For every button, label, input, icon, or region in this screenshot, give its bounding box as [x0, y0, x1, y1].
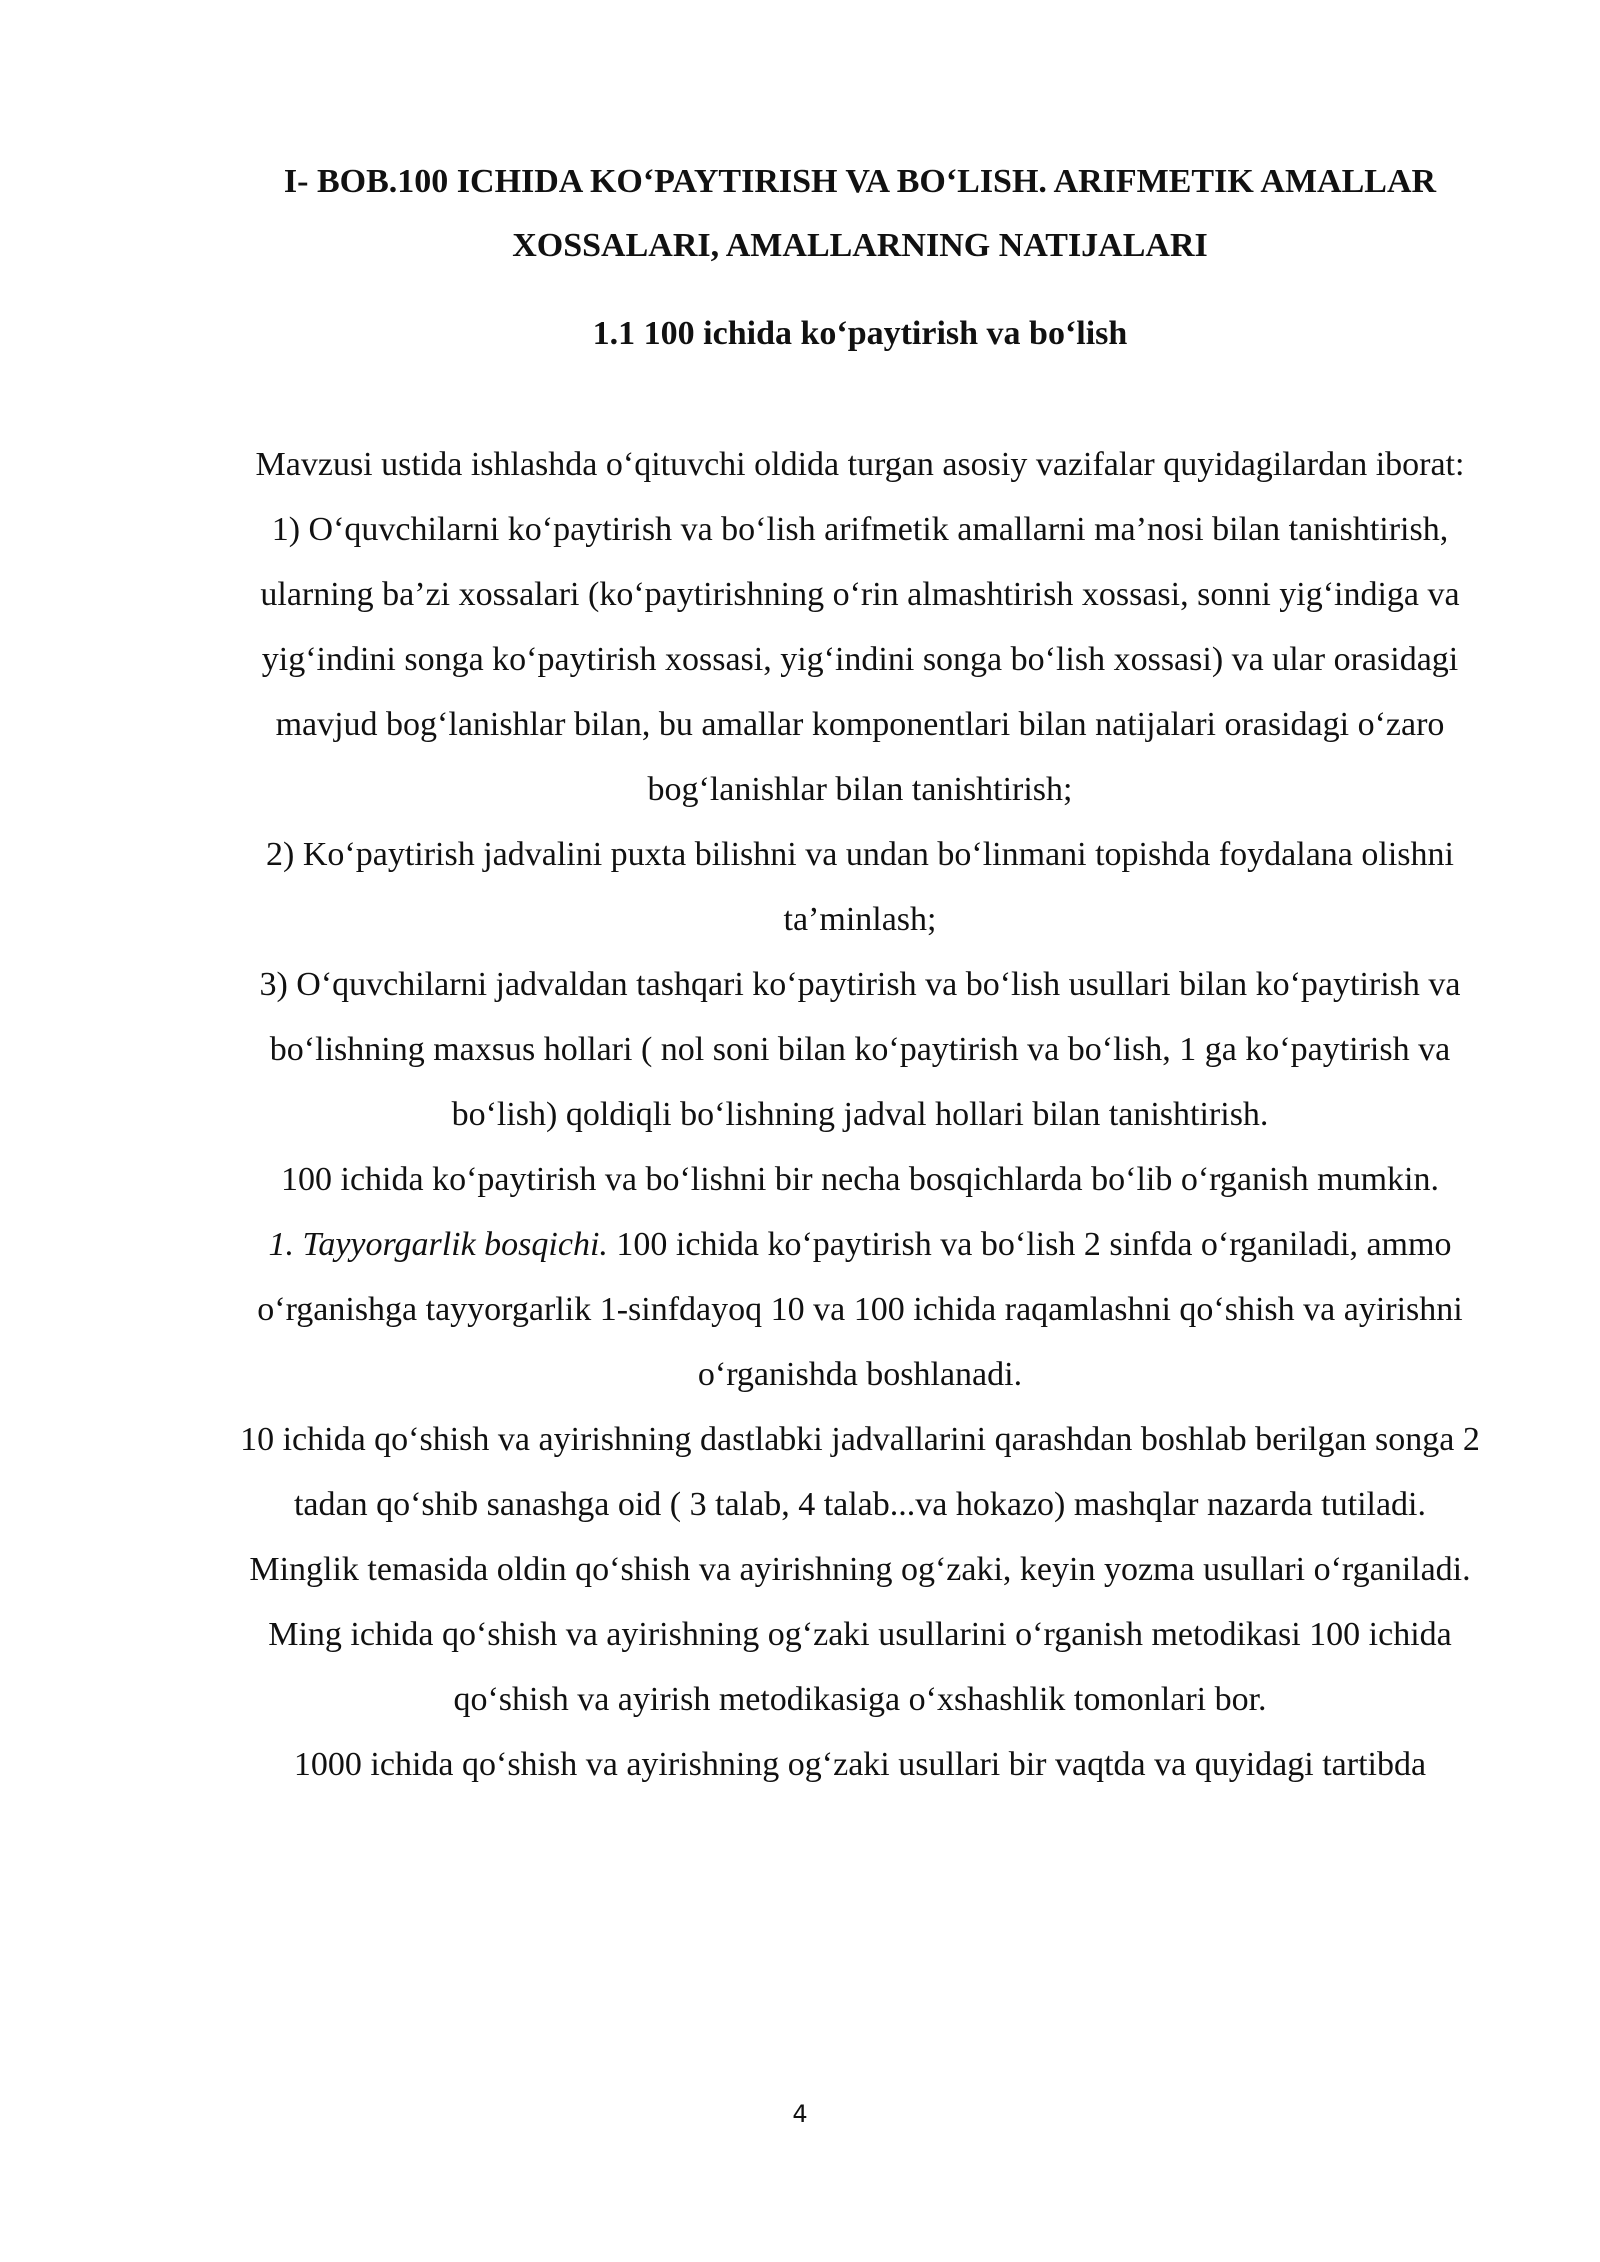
- paragraph-thousand-topic: Minglik temasida oldin qo‘shish va ayirishning og‘zaki, keyin yozma usullari o‘rganiladi.: [249, 1551, 1471, 1588]
- paragraph-preparation-stage: [226, 1212, 1494, 1407]
- paragraph-methodology: Ming ichida qo‘shish va ayirishning og‘zaki usullarini o‘rganish metodikasi 100 ichida qo‘shish va ayirish metodikasiga o‘xshashlik tomonlari bor.: [268, 1616, 1452, 1718]
- paragraph-counting-exercises: 10 ichida qo‘shish va ayirishning dastlabki jadvallarini qarashdan boshlab berilgan songa 2 tadan qo‘shib sanashga oid ( 3 talab, 4 talab...va hokazo) mashqlar nazarda tutiladi.: [240, 1421, 1480, 1523]
- paragraph-stages: 100 ichida ko‘paytirish va bo‘lishni bir necha bosqichlarda bo‘lib o‘rganish mumkin.: [281, 1161, 1439, 1198]
- section-title: 1.1 100 ichida ko‘paytirish va bo‘lish: [592, 315, 1128, 352]
- stage-text: 100 ichida ko‘paytirish va bo‘lish 2 sinfda o‘rganiladi, ammo o‘rganishga tayyorgarlik 1-sinfdayoq 10 va 100 ichida raqamlashni qo‘shish va ayirishni o‘rganishda boshlanadi.: [257, 1226, 1463, 1393]
- stage-label: 1. Tayyorgarlik bosqichi.: [268, 1226, 608, 1263]
- paragraph-task-2: 2) Ko‘paytirish jadvalini puxta bilishni va undan bo‘linmani topishda foydalana olishni ta’minlash;: [266, 836, 1454, 938]
- body-text: [226, 432, 1494, 1797]
- paragraph-task-3: 3) O‘quvchilarni jadvaldan tashqari ko‘paytirish va bo‘lish usullari bilan ko‘paytirish va bo‘lishning maxsus hollari ( nol soni bilan ko‘paytirish va bo‘lish, 1 ga ko‘paytirish va bo‘lish) qoldiqli bo‘lishning jadval hollari bilan tanishtirish.: [259, 966, 1461, 1133]
- paragraph-task-1: 1) O‘quvchilarni ko‘paytirish va bo‘lish arifmetik amallarni ma’nosi bilan tanishtirish, ularning ba’zi xossalari (ko‘paytirishning o‘rin almashtirish xossasi, sonni yig‘indiga va yig‘indini songa ko‘paytirish xossasi, yig‘indini songa bo‘lish xossasi) va ular orasidagi mavjud bog‘lanishlar bilan, bu amallar komponentlari bilan natijalari orasidagi o‘zaro bog‘lanishlar bilan tanishtirish;: [260, 511, 1460, 808]
- paragraph-intro: Mavzusi ustida ishlashda o‘qituvchi oldida turgan asosiy vazifalar quyidagilardan iborat:: [255, 446, 1465, 483]
- page-number: 4: [792, 2100, 808, 2128]
- chapter-title: I- BOB.100 ICHIDA KO‘PAYTIRISH VA BO‘LISH. ARIFMETIK AMALLAR XOSSALARI, AMALLARNING NATIJALARI: [283, 163, 1437, 264]
- paragraph-oral-methods: 1000 ichida qo‘shish va ayirishning og‘zaki usullari bir vaqtda va quyidagi tartibda: [293, 1746, 1427, 1783]
